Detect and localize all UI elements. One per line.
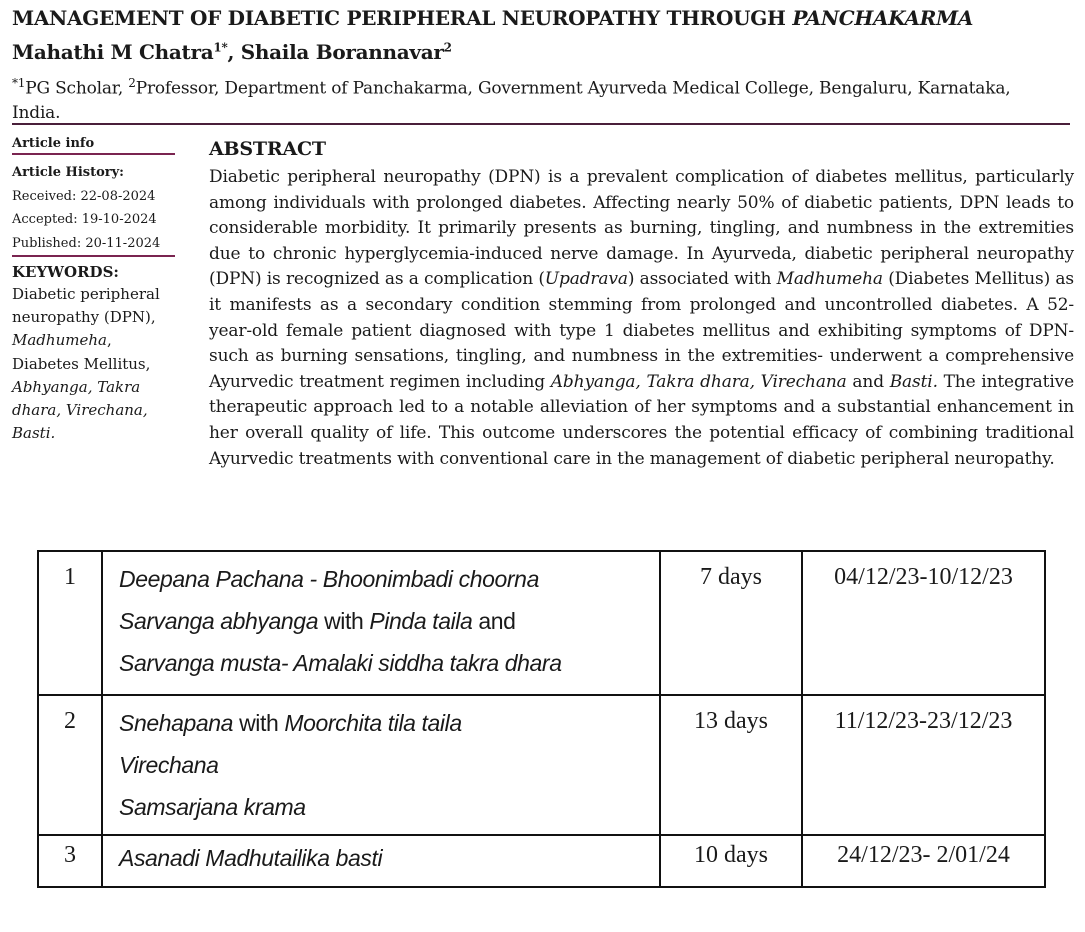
history-label: Article History: [12,165,124,180]
author-1: Mahathi M Chatra [12,40,214,64]
keywords-heading: KEYWORDS: [12,263,119,281]
article-info-sidebar [12,136,177,445]
author-2-sup: 2 [443,40,452,55]
author-list [12,40,452,64]
abstract-italic-1: Upadrava [544,269,628,290]
abstract-heading: ABSTRACT [209,138,326,160]
affil-text-1: PG Scholar, [25,78,129,99]
abstract-section [209,138,1074,472]
procedure-line [119,600,659,642]
keyword-sep: , [106,331,112,350]
dates-cell: 04/12/23-10/12/23 [802,551,1045,695]
published-date: Published: 20-11-2024 [12,235,161,251]
affil-text-2: Professor, Department of Panchakarma, Government Ayurveda Medical College, Bengaluru, Karnataka, India. [12,78,1011,123]
procedure-part: Pinda taila [369,608,473,634]
author-1-sup: 1* [213,40,228,55]
abstract-body [209,165,1074,472]
row-number: 2 [38,695,102,835]
procedure-part: with [233,710,285,736]
procedure-part: Sarvanga abhyanga [119,608,319,634]
procedure-cell [102,551,660,695]
article-info-divider [12,153,175,155]
accepted-date: Accepted: 19-10-2024 [12,212,157,227]
history-divider [12,255,175,257]
procedure-part: and [472,608,516,634]
dates-cell: 11/12/23-23/12/23 [802,695,1045,835]
duration-cell: 10 days [660,835,802,887]
procedure-part: with [318,608,370,634]
procedure-cell [102,835,660,887]
abstract-text-4: and [846,371,890,392]
procedure-line: Samsarjana krama [119,794,306,820]
abstract-italic-2: Madhumeha [776,269,883,290]
table-row [38,695,1045,835]
affil-sup-2: 2 [128,76,136,90]
procedure-line [119,702,659,744]
abstract-italic-4: Basti. [889,371,938,392]
table-row [38,551,1045,695]
procedure-line: Asanadi Madhutailika basti [119,845,383,871]
title-text: MANAGEMENT OF DIABETIC PERIPHERAL NEUROPATHY THROUGH [12,6,793,30]
keyword-2: Madhumeha [12,331,107,350]
affiliations [12,71,1012,125]
author-2: , Shaila Borannavar [227,40,444,64]
duration-cell: 7 days [660,551,802,695]
keywords-list [12,283,182,445]
procedure-cell [102,695,660,835]
article-history-label [12,161,177,185]
abstract-text-5: The integrative therapeutic approach led to a notable alleviation of her symptoms and a substantial enhancement in her overall quality of life. This outcome underscores the potential efficacy of combining traditional Ayurvedic treatments with conventional care in the management of diabetic peripheral neuropathy. [209,371,1074,469]
keyword-3: Diabetes Mellitus, [12,354,151,373]
header-divider [12,123,1070,125]
procedure-line: Virechana [119,752,219,778]
treatment-table [37,550,1046,888]
procedure-line: Deepana Pachana - Bhoonimbadi choorna [119,566,539,592]
abstract-text-3: (Diabetes Mellitus) as it manifests as a secondary condition stemming from prolonged and uncontrolled diabetes. A 52-year-old female patient diagnosed with type 1 diabetes mellitus and exhibiting symptoms of DPN- such as burning sensations, tingling, and numbness in the extremities- underwent a comprehensive Ayurvedic treatment regimen including [209,269,1074,392]
row-number: 3 [38,835,102,887]
duration-cell: 13 days [660,695,802,835]
abstract-text-2: ) associated with [627,269,777,290]
procedure-part: Moorchita tila taila [284,710,462,736]
dates-cell: 24/12/23- 2/01/24 [802,835,1045,887]
abstract-italic-3: Abhyanga, Takra dhara, Virechana [550,371,847,392]
received-date: Received: 22-08-2024 [12,188,156,204]
abstract-text-1: Diabetic peripheral neuropathy (DPN) is a prevalent complication of diabetes mellitus, particularly among individuals with prolonged diabetes. Affecting nearly 50% of diabetic patients, DPN leads to considerable morbidity. It primarily presents as burning, tingling, and numbness in the extremities due to chronic hyperglycemia-induced nerve damage. In Ayurveda, diabetic peripheral neuropathy (DPN) is recognized as a complication ( [209,167,1074,290]
procedure-part: Snehapana [119,710,234,736]
keyword-4: Abhyanga, Takra dhara, Virechana, Basti. [12,377,148,443]
article-info-heading: Article info [12,136,95,151]
paper-title [12,6,1072,30]
procedure-line: Sarvanga musta- Amalaki siddha takra dhara [119,650,562,676]
table-row [38,835,1045,887]
row-number: 1 [38,551,102,695]
affil-sup-1: *1 [12,76,26,90]
title-italic: PANCHAKARMA [792,6,974,30]
keyword-1: Diabetic peripheral neuropathy (DPN), [12,285,160,327]
